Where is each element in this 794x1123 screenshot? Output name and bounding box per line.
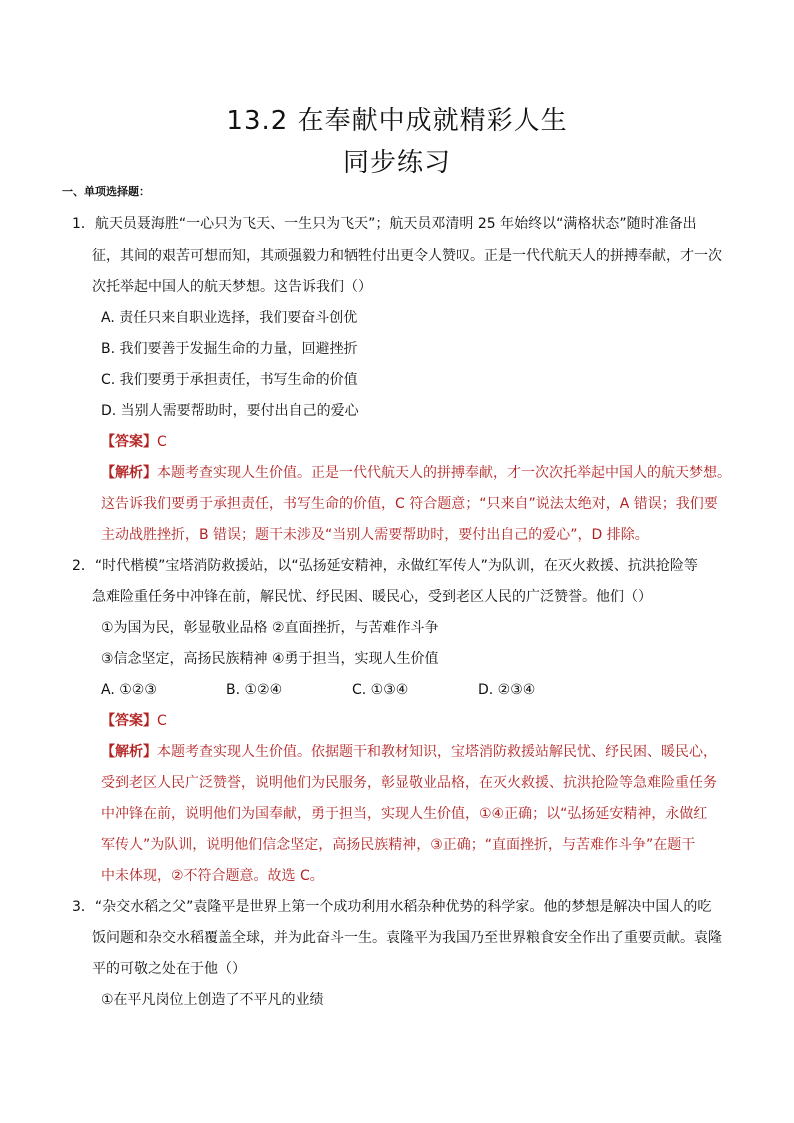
q3-statement-1: ①在平凡岗位上创造了不平凡的业绩: [101, 992, 324, 1008]
q2-analysis-line5: 中未体现，②不符合题意。故选 C。: [101, 868, 324, 884]
q2-statement-2: ③信念坚定，高扬民族精神 ④勇于担当，实现人生价值: [101, 651, 439, 667]
q1-answer: [101, 432, 167, 452]
q1-answer-tag: 【答案】: [101, 434, 157, 450]
q2-analysis-text1: 本题考查实现人生价值。依据题干和教材知识，宝塔消防救援站解民忧、纾民困、暖民心，: [157, 744, 717, 760]
q2-answer-value: C: [157, 713, 167, 729]
q2-analysis-tag: 【解析】: [101, 744, 157, 760]
q1-analysis-line3: 主动战胜挫折，B 错误；题干未涉及“当别人需要帮助时，要付出自己的爱心”，D 排除。: [101, 527, 649, 543]
q3-stem-line3: 平的可敬之处在于他（）: [92, 961, 246, 977]
q1-analysis-line2: 这告诉我们要勇于承担责任，书写生命的价值，C 符合题意；“只来自”说法太绝对，A 错误；我们要: [101, 496, 718, 512]
q2-stem-line1: 2．“时代楷模”宝塔消防救援站，以“弘扬延安精神，永做红军传人”为队训，在灭火救援、抗洪抢险等: [72, 558, 698, 574]
page-subtitle: 同步练习: [342, 148, 451, 178]
q2-analysis-line4: 军传人”为队训，说明他们信念坚定，高扬民族精神，③正确；“直面挫折，与苦难作斗争”在题干: [101, 837, 696, 853]
q1-stem-line2: 征，其间的艰苦可想而知，其顽强毅力和牺牲付出更令人赞叹。正是一代代航天人的拼搏奉献，才一次: [92, 248, 722, 264]
q1-answer-value: C: [157, 434, 167, 450]
section-heading: 一、单项选择题：: [62, 185, 150, 198]
q1-option-c: C. 我们要勇于承担责任，书写生命的价值: [101, 372, 358, 388]
q2-answer-tag: 【答案】: [101, 713, 157, 729]
q1-option-b: B. 我们要善于发掘生命的力量，回避挫折: [101, 341, 358, 357]
q1-stem-line3: 次托举起中国人的航天梦想。这告诉我们（）: [92, 279, 372, 295]
q2-analysis-line1: [101, 742, 717, 762]
q1-option-a: A. 责任只来自职业选择，我们要奋斗创优: [101, 310, 358, 326]
q1-analysis-text1: 本题考查实现人生价值。正是一代代航天人的拼搏奉献，才一次次托举起中国人的航天梦想。: [157, 465, 731, 481]
q1-analysis-tag: 【解析】: [101, 465, 157, 481]
q1-stem-line1: 1．航天员聂海胜“一心只为飞天、一生只为飞天”；航天员邓清明 25 年始终以“满格状态”随时准备出: [72, 216, 697, 232]
q2-answer: [101, 711, 167, 731]
q2-option-c: C. ①③④: [352, 682, 409, 698]
q2-option-b: B. ①②④: [226, 682, 283, 698]
page-title: 13.2 在奉献中成就精彩人生: [226, 106, 568, 136]
q2-statement-1: ①为国为民，彰显敬业品格 ②直面挫折，与苦难作斗争: [101, 620, 439, 636]
q2-analysis-line2: 受到老区人民广泛赞誉，说明他们为民服务，彰显敬业品格，在灭火救援、抗洪抢险等急难险重任务: [101, 775, 717, 791]
q3-stem-line2: 饭问题和杂交水稻覆盖全球，并为此奋斗一生。袁隆平为我国乃至世界粮食安全作出了重要贡献。袁隆: [92, 930, 722, 946]
q2-option-a: A. ①②③: [101, 682, 157, 698]
q2-analysis-line3: 中冲锋在前，说明他们为国奉献，勇于担当，实现人生价值，①④正确；以“弘扬延安精神，永做红: [101, 806, 708, 822]
q1-option-d: D. 当别人需要帮助时，要付出自己的爱心: [101, 403, 359, 419]
q2-stem-line2: 急难险重任务中冲锋在前，解民忧、纾民困、暖民心，受到老区人民的广泛赞誉。他们（）: [92, 589, 652, 605]
q3-stem-line1: 3．“杂交水稻之父”袁隆平是世界上第一个成功利用水稻杂种优势的科学家。他的梦想是解决中国人的吃: [72, 899, 712, 915]
q2-option-d: D. ②③④: [478, 682, 536, 698]
q1-analysis-line1: [101, 463, 731, 483]
